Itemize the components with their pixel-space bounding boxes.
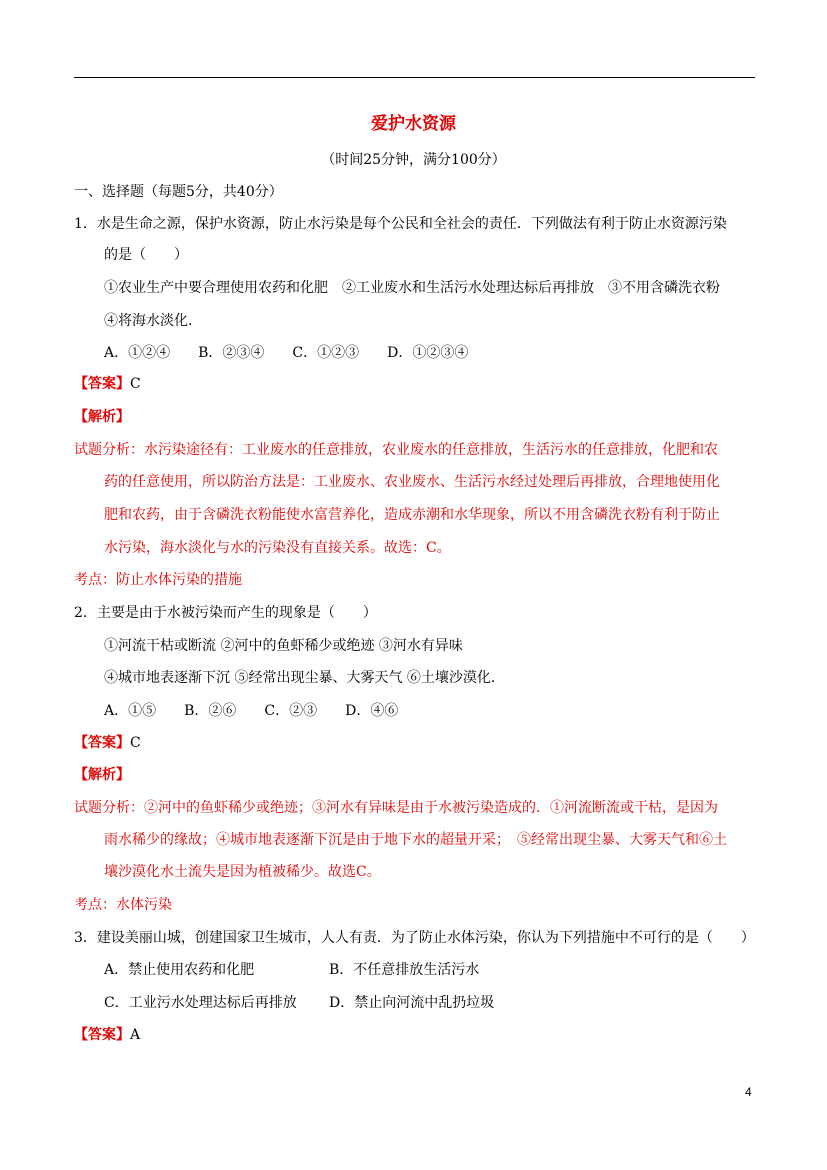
q2-options-line-1: ①河流干枯或断流 ②河中的鱼虾稀少或绝迹 ③河水有异味	[104, 638, 463, 654]
q2-analysis-line-1: 试题分析：②河中的鱼虾稀少或绝迹；③河水有异味是由于水被污染造成的．①河流断流或干枯，是因为	[74, 800, 718, 816]
section-heading: 一、选择题（每题5分，共40分）	[74, 184, 283, 200]
q1-analysis-line-3: 肥和农药，由于含磷洗衣粉能使水富营养化，造成赤潮和水华现象，所以不用含磷洗衣粉有利于防止	[104, 507, 720, 523]
q2-analysis-label: 【解析】	[74, 767, 130, 783]
q3-answer	[74, 1025, 140, 1045]
q2-stem: 2．主要是由于水被污染而产生的现象是（ ）	[74, 605, 377, 621]
q2-options-line-2: ④城市地表逐渐下沉 ⑤经常出现尘暴、大雾天气 ⑥土壤沙漠化．	[104, 670, 505, 686]
q1-point: 考点：防止水体污染的措施	[74, 572, 242, 588]
q1-choices: A．①②④ B．②③④ C．①②③ D．①②③④	[104, 345, 469, 361]
q2-analysis-line-2: 雨水稀少的缘故；④城市地表逐渐下沉是由于地下水的超量开采； ⑤经常出现尘暴、大雾天气和⑥土	[104, 832, 727, 848]
q1-answer-label: 【答案】	[74, 376, 130, 392]
q1-stem-line-1: 1．水是生命之源，保护水资源，防止水污染是每个公民和全社会的责任．下列做法有利于防止水资源污染	[74, 216, 727, 232]
q1-analysis-line-2: 药的任意使用，所以防治方法是：工业废水、农业废水、生活污水经过处理后再排放，合理地使用化	[104, 474, 720, 490]
q2-analysis-line-3: 壤沙漠化水土流失是因为植被稀少。故选C。	[104, 864, 381, 880]
q2-point: 考点：水体污染	[74, 897, 172, 913]
q2-answer-value: C	[130, 735, 141, 751]
page-number: 4	[745, 1085, 752, 1099]
header-rule	[74, 77, 755, 78]
q1-stem-line-2: 的是（ ）	[104, 247, 188, 263]
q1-answer	[74, 374, 141, 394]
q1-analysis-line-4: 水污染，海水淡化与水的污染没有直接关系。故选：C。	[104, 540, 451, 556]
q3-answer-value: A	[130, 1027, 141, 1043]
subtitle: （时间25分钟，满分100分）	[321, 152, 506, 168]
q3-choice-a: A．禁止使用农药和化肥	[104, 962, 255, 978]
q1-analysis-line-1: 试题分析：水污染途径有：工业废水的任意排放，农业废水的任意排放，生活污水的任意排放，化肥和农	[74, 442, 718, 458]
q3-answer-label: 【答案】	[74, 1027, 130, 1043]
q3-stem: 3．建设美丽山城，创建国家卫生城市，人人有责．为了防止水体污染，你认为下列措施中不可行的是（ ）	[74, 930, 755, 946]
q2-answer	[74, 733, 141, 753]
q2-choices: A．①⑤ B．②⑥ C．②③ D．④⑥	[104, 703, 399, 719]
q3-choice-c: C．工业污水处理达标后再排放	[104, 995, 297, 1011]
q3-choice-b: B．不任意排放生活污水	[329, 962, 480, 978]
q2-answer-label: 【答案】	[74, 735, 130, 751]
q1-answer-value: C	[130, 376, 141, 392]
q3-choice-d: D．禁止向河流中乱扔垃圾	[329, 995, 495, 1011]
q1-options-line-1: ①农业生产中要合理使用农药和化肥 ②工业废水和生活污水处理达标后再排放 ③不用含磷洗衣粉	[104, 280, 720, 296]
q1-options-line-2: ④将海水淡化．	[104, 313, 202, 329]
q1-analysis-label: 【解析】	[74, 409, 130, 425]
page-title: 爱护水资源	[371, 114, 456, 134]
